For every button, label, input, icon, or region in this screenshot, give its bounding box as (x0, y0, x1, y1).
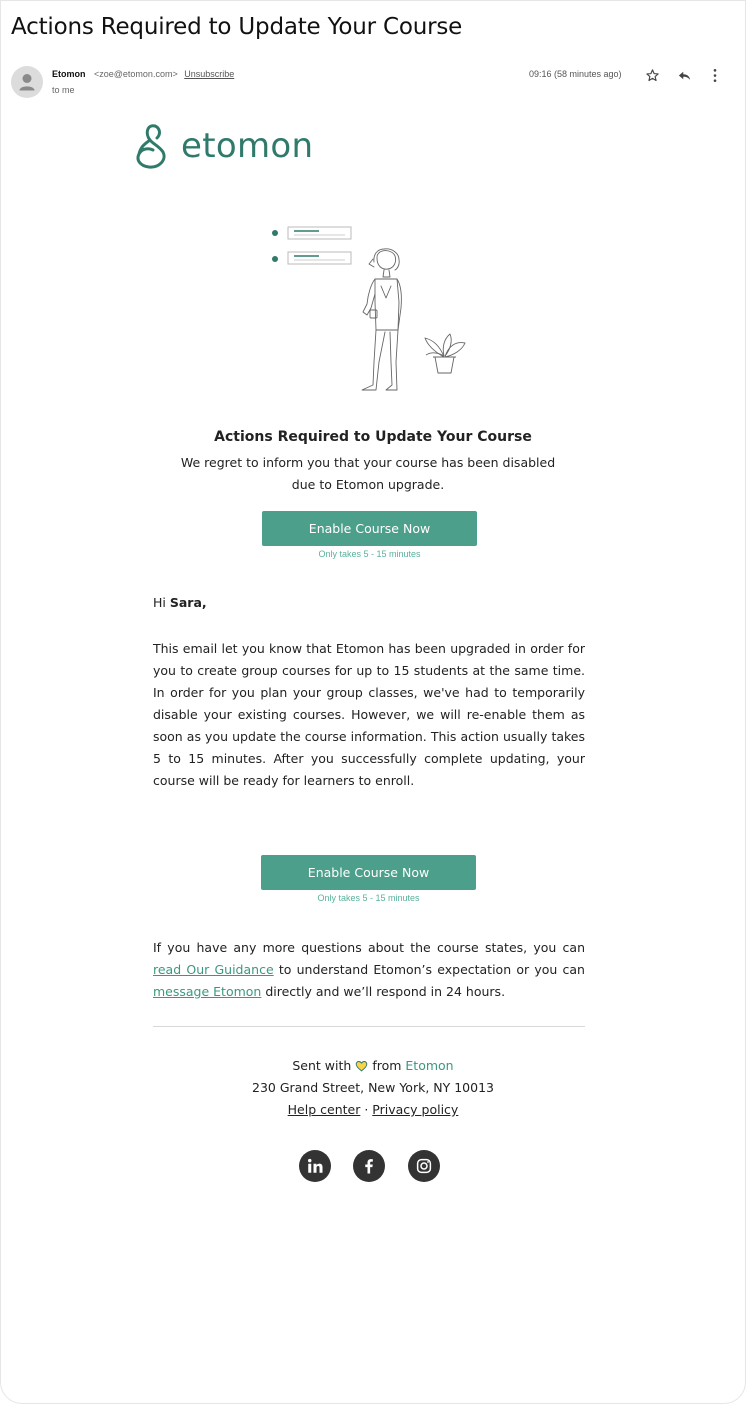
star-icon (645, 68, 660, 83)
enable-course-button[interactable]: Enable Course Now (262, 511, 477, 546)
footer-address: 230 Grand Street, New York, NY 10013 (252, 1080, 494, 1095)
enable-course-button-secondary[interactable]: Enable Course Now (261, 855, 476, 890)
privacy-policy-link[interactable]: Privacy policy (372, 1102, 459, 1117)
enable-course-time-note-secondary: Only takes 5 - 15 minutes (317, 893, 420, 903)
email-timestamp: 09:16 (58 minutes ago) (529, 69, 622, 79)
linkedin-button[interactable] (299, 1150, 331, 1182)
etomon-logo[interactable] (133, 120, 313, 172)
recipient-label: to me (52, 85, 75, 95)
footer-links (0, 1099, 746, 1121)
more-vert-icon (712, 68, 718, 83)
reply-icon (677, 68, 692, 83)
hero-illustration (265, 222, 475, 407)
heart-icon (355, 1057, 368, 1079)
enable-course-time-note: Only takes 5 - 15 minutes (318, 549, 421, 559)
guidance-link[interactable]: read Our Guidance (153, 962, 274, 977)
sender-email: <zoe@etomon.com> (94, 69, 178, 79)
etomon-logo-icon (133, 120, 173, 172)
from-label: from (372, 1058, 402, 1073)
more-options-button[interactable] (706, 66, 724, 84)
questions-text-2: to understand Etomon’s expectation or you can (273, 962, 585, 977)
help-center-link[interactable]: Help center (287, 1102, 361, 1117)
questions-text-1: If you have any more questions about the course states, you can (153, 940, 585, 955)
person-icon (11, 66, 43, 98)
reply-button[interactable] (675, 66, 693, 84)
hero-title: Actions Required to Update Your Course (214, 429, 532, 445)
sender-line (52, 69, 234, 79)
linkedin-icon (306, 1157, 324, 1175)
footer-brand: Etomon (405, 1058, 454, 1073)
instagram-icon (415, 1157, 433, 1175)
person-with-checklist-illustration (265, 222, 475, 402)
greeting-prefix: Hi (153, 595, 170, 610)
hero-message: We regret to inform you that your course has been disabled due to Etomon upgrade. (180, 455, 556, 492)
sent-with-label: Sent with (292, 1058, 352, 1073)
facebook-button[interactable] (353, 1150, 385, 1182)
email-subject: Actions Required to Update Your Course (11, 14, 463, 40)
recipient-name: Sara, (169, 595, 207, 610)
footer-separator: · (364, 1102, 369, 1117)
message-etomon-link[interactable]: message Etomon (153, 984, 262, 999)
questions-paragraph (153, 937, 585, 1003)
unsubscribe-link[interactable]: Unsubscribe (184, 69, 235, 79)
sender-name: Etomon (52, 69, 86, 79)
greeting (153, 595, 207, 610)
star-button[interactable] (643, 66, 661, 84)
questions-text-3: directly and we’ll respond in 24 hours. (261, 984, 506, 999)
footer-sent-with (0, 1055, 746, 1079)
body-paragraph: This email let you know that Etomon has been upgraded in order for you to create group courses for up to 15 students at the same time. In order for you plan your group classes, we've had to temporarily disable your existing courses. However, we will re-enable them as soon as you update the course information. This action usually takes 5 to 15 minutes. After you successfully complete updating, your course will be ready for learners to enroll. (153, 641, 585, 788)
footer-divider (153, 1026, 585, 1027)
instagram-button[interactable] (408, 1150, 440, 1182)
avatar[interactable] (11, 66, 43, 98)
logo-wordmark: etomon (181, 126, 314, 166)
facebook-icon (360, 1157, 378, 1175)
